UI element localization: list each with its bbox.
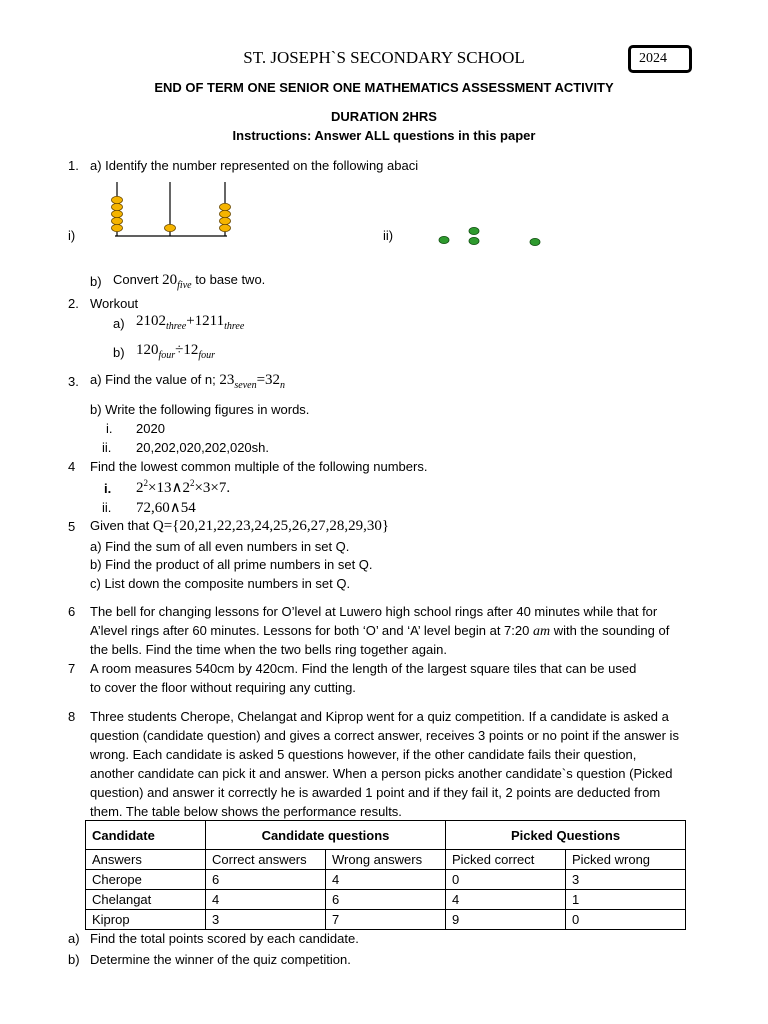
q4-i-label: i. [104,481,112,496]
q1-number: 1. [68,158,79,173]
q8a-text: Find the total points scored by each candidate. [90,931,359,946]
q2-title: Workout [90,296,139,311]
q4-number: 4 [68,459,76,474]
exam-title: END OF TERM ONE SENIOR ONE MATHEMATICS ASSESSMENT ACTIVITY [154,80,614,95]
bead [112,196,123,203]
table-cell: 7 [326,910,446,930]
q8-line-5: question) and answer it correctly he is awarded 1 point and if they fail it, 2 points are deducted from [90,785,661,800]
q6-line-3: the bells. Find the time when the two bells ring together again. [90,642,447,657]
bead [112,217,123,224]
bead [220,224,231,231]
abacus-i [105,180,235,242]
table-cell: 3 [566,870,686,890]
q5-given: Given that Q={20,21,22,23,24,25,26,27,28,29,30} [90,518,390,534]
q3b-ii-value: 20,202,020,202,020sh. [136,440,270,455]
q3b-i-value: 2020 [136,421,165,436]
q3b-text: b) Write the following figures in words. [90,402,310,417]
q2b-expression: $120_{four}\div 12_{four}$ [136,342,216,361]
q1a-text: a) Identify the number represented on the following abaci [90,158,419,173]
table-cell: 4 [326,870,446,890]
q6-number: 6 [68,604,76,619]
year-box: 2024 [628,45,692,73]
q5a-text: a) Find the sum of all even numbers in set Q. [90,539,350,554]
school-name: ST. JOSEPH`S SECONDARY SCHOOL [243,48,525,67]
q8-line-3: wrong. Each candidate is asked 5 questions however, if the other candidate fails their question, [90,747,637,762]
q8b-text: Determine the winner of the quiz competition. [90,952,351,967]
instructions: Instructions: Answer ALL questions in this paper [232,128,536,143]
table-subheader-row [86,850,686,870]
q3a-text: a) Find the value of n; $23_{seven}=32_n$ [90,372,286,391]
table-cell: 6 [206,870,326,890]
abacus-ii [430,220,550,250]
table-cell: Kiprop [86,910,206,930]
q6-line-2: A’level rings after 60 minutes. Lessons for both ‘O’ and ‘A’ level begin at 7:20 am with the sounding of [90,623,670,639]
q4-ii-expression: 72,60∧54 [136,500,196,516]
q1b-label: b) [90,274,102,289]
q5c-text: c) List down the composite numbers in set Q. [90,576,351,591]
q8a-label: a) [68,931,80,946]
q1b-text: Convert $20_{five}$ to base two. [113,272,266,291]
bead [112,210,123,217]
table-header-row [86,821,686,850]
q2a-label: a) [113,316,125,331]
q2b-label: b) [113,345,125,360]
bead [530,238,540,245]
q5-number: 5 [68,519,76,534]
table-cell: 4 [446,890,566,910]
table-cell: Cherope [86,870,206,890]
q4-i-expression: $2^2\times 13\wedge 2^2\times 3\times 7$. [136,478,231,496]
bead [469,227,479,234]
table-cell: 4 [206,890,326,910]
q3b-ii-label: ii. [102,440,112,455]
bead [112,224,123,231]
table-cell: 0 [566,910,686,930]
q8-number: 8 [68,709,76,724]
bead [220,203,231,210]
table-row [86,890,686,910]
q8-line-2: question (candidate question) and gives a correct answer, receives 3 points or no point if the answer is [90,728,679,743]
header-candidate: Candidate [86,821,206,850]
table-cell: Correct answers [206,850,326,870]
table-cell: 1 [566,890,686,910]
q7-number: 7 [68,661,76,676]
q4-title: Find the lowest common multiple of the following numbers. [90,459,428,474]
table-cell: Answers [86,850,206,870]
q5b-text: b) Find the product of all prime numbers in set Q. [90,557,373,572]
q3b-i-label: i. [106,421,113,436]
table-row [86,910,686,930]
q8b-label: b) [68,952,80,967]
table-cell: Picked wrong [566,850,686,870]
bead [220,217,231,224]
q3-number: 3. [68,374,79,389]
table-cell: Picked correct [446,850,566,870]
q8-line-1: Three students Cherope, Chelangat and Kiprop went for a quiz competition. If a candidate is asked a [90,709,669,724]
abacus-ii-label: ii) [383,228,394,243]
bead [165,224,176,231]
header-picked-questions: Picked Questions [446,821,686,850]
performance-table [85,820,686,930]
bead [439,236,449,243]
q4-ii-label: ii. [102,500,112,515]
table-cell: 0 [446,870,566,890]
table-cell: Wrong answers [326,850,446,870]
q6-line-1: The bell for changing lessons for O’level at Luwero high school rings after 40 minutes while that for [90,604,658,619]
q2a-expression: $2102_{three}+1211_{three}$ [136,313,245,332]
q2-number: 2. [68,296,79,311]
abacus-i-label: i) [68,228,76,243]
header-candidate-questions: Candidate questions [206,821,446,850]
table-cell: 3 [206,910,326,930]
q7-line-1: A room measures 540cm by 420cm. Find the length of the largest square tiles that can be used [90,661,637,676]
table-row [86,870,686,890]
table-cell: 9 [446,910,566,930]
bead [220,210,231,217]
duration: DURATION 2HRS [331,109,437,124]
bead [112,203,123,210]
bead [469,237,479,244]
q7-line-2: to cover the floor without requiring any cutting. [90,680,356,695]
q8-line-4: another candidate can pick it and answer. When a person picks another candidate`s question (Picked [90,766,673,781]
table-cell: 6 [326,890,446,910]
q8-line-6: them. The table below shows the performance results. [90,804,402,819]
table-cell: Chelangat [86,890,206,910]
